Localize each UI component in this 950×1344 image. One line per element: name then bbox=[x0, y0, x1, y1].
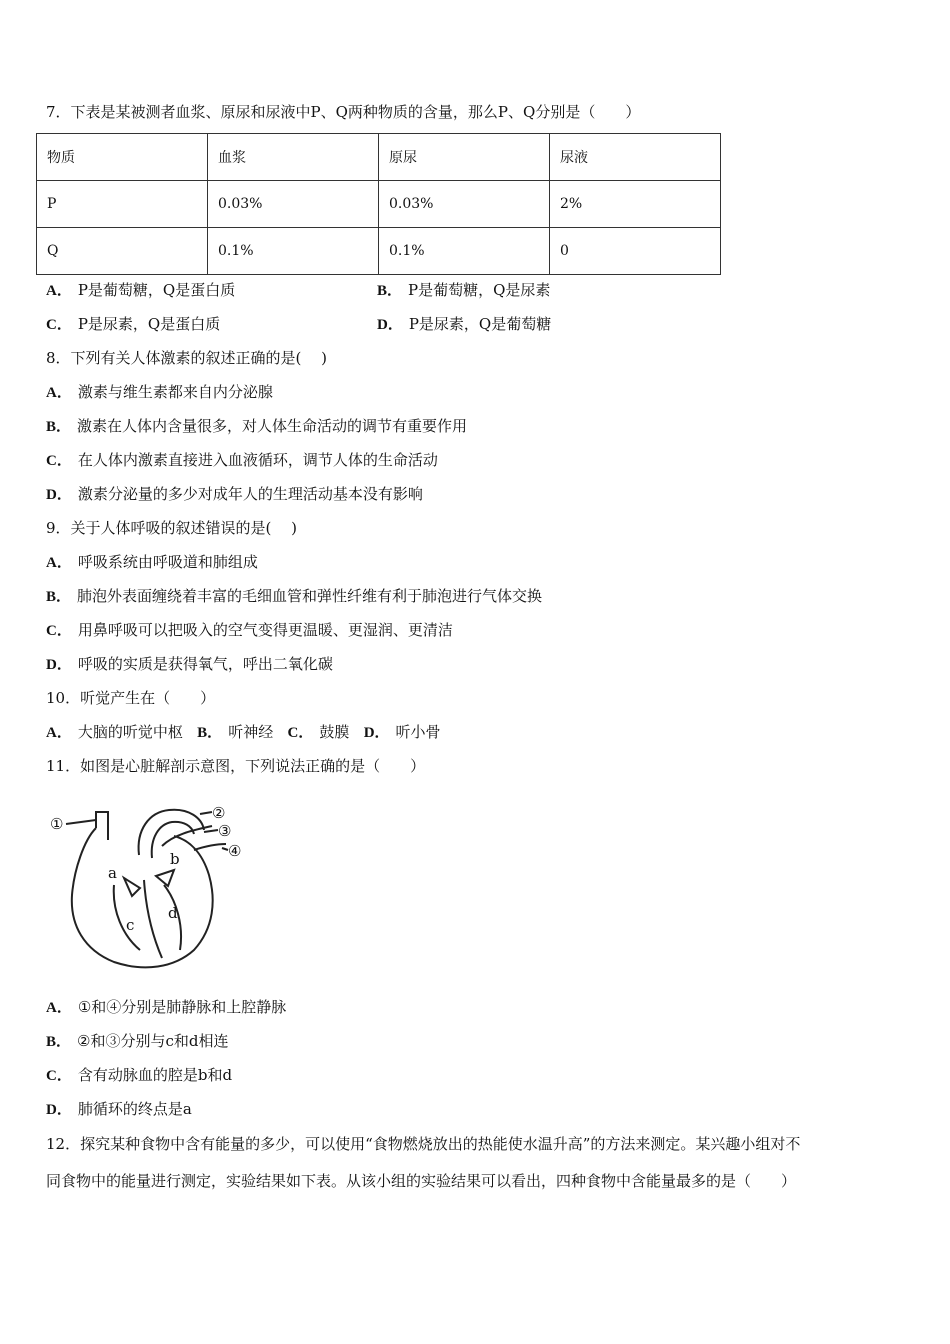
table-cell: 0.1% bbox=[208, 228, 379, 275]
table-cell: 0.1% bbox=[379, 228, 550, 275]
option-text: 鼓膜 bbox=[319, 723, 350, 741]
figure-label-c: c bbox=[126, 916, 135, 934]
q11-option-c[interactable] bbox=[46, 1065, 232, 1086]
option-text: ②和③分别与c和d相连 bbox=[77, 1032, 229, 1050]
valve-left bbox=[124, 878, 140, 896]
option-label: B． bbox=[377, 283, 403, 299]
option-text: ①和④分别是肺静脉和上腔静脉 bbox=[77, 998, 287, 1016]
table-row bbox=[37, 228, 721, 275]
table-cell: P bbox=[37, 181, 208, 228]
table-cell: 0.03% bbox=[208, 181, 379, 228]
table-cell: 0 bbox=[550, 228, 721, 275]
figure-label-3: ③ bbox=[218, 822, 232, 840]
option-text: 大脑的听觉中枢 bbox=[77, 723, 183, 741]
q9-option-b[interactable] bbox=[46, 586, 542, 607]
table-cell: 0.03% bbox=[379, 181, 550, 228]
option-label: C． bbox=[46, 623, 72, 639]
q10-options-row bbox=[46, 722, 441, 743]
q10-stem: 10．听觉产生在（ ） bbox=[46, 689, 216, 707]
q8-option-c[interactable] bbox=[46, 450, 438, 471]
table-cell: 2% bbox=[550, 181, 721, 228]
leader-2 bbox=[200, 812, 212, 814]
q7-table bbox=[36, 133, 721, 275]
q10-option-d[interactable] bbox=[364, 723, 441, 741]
option-label: C． bbox=[46, 317, 72, 333]
option-label: B． bbox=[46, 419, 72, 435]
figure-label-4: ④ bbox=[228, 842, 242, 860]
q8-stem: 8．下列有关人体激素的叙述正确的是( ) bbox=[46, 349, 328, 367]
option-text: 听神经 bbox=[228, 723, 274, 741]
figure-label-b: b bbox=[170, 850, 180, 868]
option-label: D． bbox=[363, 725, 390, 741]
valve-right bbox=[156, 870, 174, 886]
option-text: 激素在人体内含量很多，对人体生命活动的调节有重要作用 bbox=[77, 417, 468, 435]
q7-stem: 7．下表是某被测者血浆、原尿和尿液中P、Q两种物质的含量，那么P、Q分别是（ ） bbox=[46, 103, 641, 121]
option-label: A． bbox=[46, 1000, 72, 1016]
option-text: P是尿素，Q是蛋白质 bbox=[77, 315, 221, 333]
table-header-cell: 原尿 bbox=[379, 134, 550, 181]
figure-label-1: ① bbox=[50, 815, 64, 833]
q12-stem-line1: 12．探究某种食物中含有能量的多少，可以使用“食物燃烧放出的热能使水温升高”的方法来测定。某兴趣小组对不 bbox=[46, 1135, 801, 1153]
figure-label-2: ② bbox=[212, 804, 226, 822]
q9-option-d[interactable] bbox=[46, 654, 333, 675]
option-label: C． bbox=[46, 453, 72, 469]
option-text: 用鼻呼吸可以把吸入的空气变得更温暖、更湿润、更清洁 bbox=[77, 621, 453, 639]
option-label: B． bbox=[46, 1034, 72, 1050]
table-cell: Q bbox=[37, 228, 208, 275]
pulmonary-vein bbox=[194, 844, 226, 850]
table-header-cell: 尿液 bbox=[550, 134, 721, 181]
septum bbox=[144, 880, 162, 958]
q7-option-a[interactable] bbox=[46, 280, 235, 301]
q7-option-c[interactable] bbox=[46, 314, 220, 335]
q8-option-d[interactable] bbox=[46, 484, 423, 505]
q10-option-b[interactable] bbox=[197, 723, 273, 741]
q8-option-a[interactable] bbox=[46, 382, 273, 403]
option-text: 激素与维生素都来自内分泌腺 bbox=[77, 383, 273, 401]
leader-3 bbox=[204, 830, 218, 832]
option-label: A． bbox=[46, 385, 72, 401]
option-text: P是葡萄糖，Q是尿素 bbox=[408, 281, 551, 299]
option-label: B． bbox=[197, 725, 223, 741]
table-header-cell: 血浆 bbox=[208, 134, 379, 181]
q10-option-c[interactable] bbox=[288, 723, 350, 741]
option-text: 肺泡外表面缠绕着丰富的毛细血管和弹性纤维有利于肺泡进行气体交换 bbox=[77, 587, 543, 605]
figure-label-a: a bbox=[108, 864, 117, 882]
table-header-cell: 物质 bbox=[37, 134, 208, 181]
option-text: 呼吸系统由呼吸道和肺组成 bbox=[77, 553, 258, 571]
option-text: 在人体内激素直接进入血液循环，调节人体的生命活动 bbox=[77, 451, 438, 469]
option-label: A． bbox=[46, 283, 72, 299]
table-header-row bbox=[37, 134, 721, 181]
q9-option-a[interactable] bbox=[46, 552, 258, 573]
figure-label-d: d bbox=[168, 904, 178, 922]
q11-option-b[interactable] bbox=[46, 1031, 228, 1052]
option-label: D． bbox=[46, 657, 72, 673]
option-label: B． bbox=[46, 589, 72, 605]
option-label: D． bbox=[46, 1102, 72, 1118]
q7-option-d[interactable] bbox=[377, 314, 551, 335]
q9-option-c[interactable] bbox=[46, 620, 453, 641]
q9-stem: 9．关于人体呼吸的叙述错误的是( ) bbox=[46, 519, 298, 537]
heart-outline bbox=[72, 828, 213, 967]
vena-cava bbox=[96, 812, 108, 840]
option-label: A． bbox=[46, 555, 72, 571]
q10-option-a[interactable] bbox=[46, 723, 183, 741]
leader-1 bbox=[66, 820, 96, 824]
q7-option-b[interactable] bbox=[377, 280, 550, 301]
option-text: P是尿素，Q是葡萄糖 bbox=[408, 315, 552, 333]
option-text: 激素分泌量的多少对成年人的生理活动基本没有影响 bbox=[77, 485, 423, 503]
q12-stem-line2: 同食物中的能量进行测定，实验结果如下表。从该小组的实验结果可以看出，四种食物中含能量最多的是（ ） bbox=[46, 1172, 797, 1190]
option-text: P是葡萄糖，Q是蛋白质 bbox=[77, 281, 236, 299]
option-text: 听小骨 bbox=[395, 723, 441, 741]
option-label: D． bbox=[377, 317, 403, 333]
q11-option-d[interactable] bbox=[46, 1099, 192, 1120]
option-label: D． bbox=[46, 487, 72, 503]
option-label: C． bbox=[287, 725, 314, 741]
table-row bbox=[37, 181, 721, 228]
option-text: 肺循环的终点是a bbox=[77, 1100, 192, 1118]
q11-option-a[interactable] bbox=[46, 997, 286, 1018]
q8-option-b[interactable] bbox=[46, 416, 467, 437]
option-label: A． bbox=[46, 725, 72, 741]
q11-stem: 11．如图是心脏解剖示意图，下列说法正确的是（ ） bbox=[46, 757, 426, 775]
heart-diagram bbox=[44, 800, 254, 975]
option-text: 含有动脉血的腔是b和d bbox=[77, 1066, 233, 1084]
option-text: 呼吸的实质是获得氧气，呼出二氧化碳 bbox=[77, 655, 333, 673]
option-label: C． bbox=[46, 1068, 72, 1084]
